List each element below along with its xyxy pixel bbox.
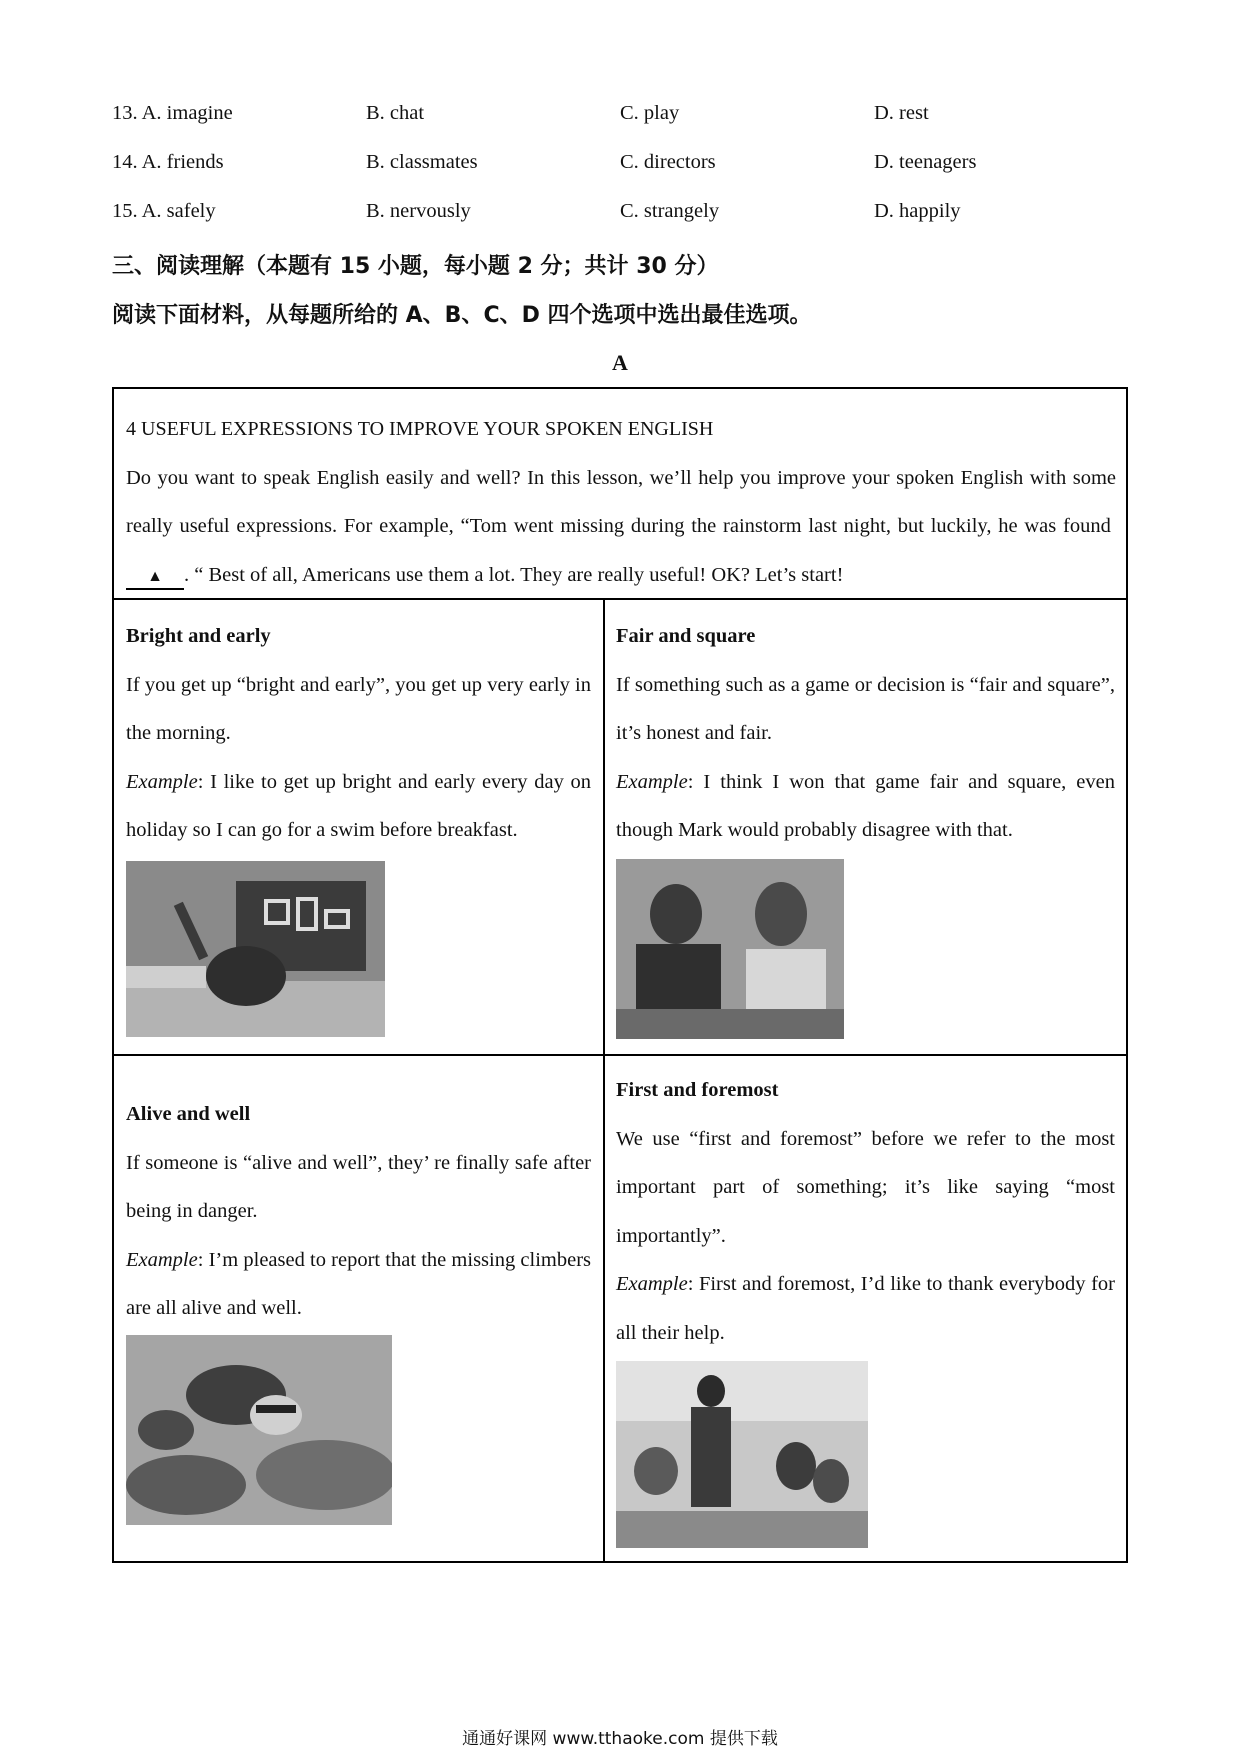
option-a: 15. A. safely — [112, 200, 216, 222]
table-divider-vertical — [603, 599, 605, 1563]
expression-title: First and foremost — [616, 1079, 779, 1101]
option-a: 14. A. friends — [112, 151, 224, 173]
page-footer: 通通好课网 www.tthaoke.com 提供下载 — [462, 1729, 778, 1749]
example-text: : First and foremost, I’d like to thank everybody for all their help. — [616, 1273, 1115, 1344]
passage-title: 4 USEFUL EXPRESSIONS TO IMPROVE YOUR SPOKEN ENGLISH — [126, 418, 714, 440]
expression-title: Bright and early — [126, 625, 271, 647]
example-text: : I like to get up bright and early every day on holiday so I can go for a swim before breakfast. — [126, 770, 591, 841]
expression-example — [126, 1236, 591, 1333]
expression-cell-first-and-foremost — [616, 1066, 1115, 1357]
expression-definition: If you get up “bright and early”, you get up very early in the morning. — [126, 673, 591, 744]
option-b: B. chat — [366, 102, 425, 124]
section-heading: 三、阅读理解（本题有 15 小题，每小题 2 分；共计 30 分） — [112, 254, 719, 279]
option-c: C. play — [620, 102, 680, 124]
option-row-14 — [112, 151, 1012, 200]
passage-intro — [126, 405, 1116, 599]
intro-text: Do you want to speak English easily and well? In this lesson, we’ll help you improve your spoken English with some really useful expressions. For example, “Tom went missing during the rainstorm last night, but luckily, he was found — [126, 466, 1116, 537]
photo-meeting — [616, 1361, 868, 1548]
option-a: 13. A. imagine — [112, 102, 233, 124]
example-label: Example — [126, 1248, 198, 1271]
option-c: C. strangely — [620, 200, 720, 222]
example-label: Example — [616, 1273, 688, 1295]
intro-text-end: . “ Best of all, Americans use them a lot. They are really useful! OK? Let’s start! — [184, 563, 844, 586]
photo-game-players — [616, 859, 844, 1039]
option-c: C. directors — [620, 151, 716, 173]
photo-waking-up — [126, 861, 385, 1037]
option-d: D. happily — [874, 200, 961, 222]
photo-climbers — [126, 1335, 392, 1525]
table-divider-middle — [112, 1054, 1128, 1056]
option-b: B. classmates — [366, 151, 478, 173]
option-d: D. teenagers — [874, 151, 977, 173]
expression-definition: If something such as a game or decision is “fair and square”, it’s honest and fair. — [616, 673, 1115, 744]
answer-options — [112, 102, 1012, 249]
example-label: Example — [126, 770, 198, 793]
triangle-icon: ▲ — [147, 567, 163, 585]
option-row-13 — [112, 102, 1012, 151]
option-b: B. nervously — [366, 200, 471, 222]
expression-cell-bright-and-early — [126, 612, 591, 855]
passage-letter: A — [612, 350, 628, 375]
example-text: : I’m pleased to report that the missing climbers are all alive and well. — [126, 1248, 591, 1319]
expression-example — [616, 758, 1115, 855]
option-d: D. rest — [874, 102, 929, 124]
expression-title: Fair and square — [616, 625, 756, 647]
expression-example — [126, 758, 591, 855]
example-text: : I think I won that game fair and square, even though Mark would probably disagree with that. — [616, 770, 1115, 841]
expression-title: Alive and well — [126, 1103, 251, 1125]
expression-definition: We use “first and foremost” before we refer to the most important part of something; it’s like saying “most importantly”. — [616, 1127, 1115, 1247]
instructions: 阅读下面材料，从每题所给的 A、B、C、D 四个选项中选出最佳选项。 — [112, 303, 812, 328]
intro-paragraph — [126, 454, 1116, 600]
expression-cell-fair-and-square — [616, 612, 1115, 855]
expression-example — [616, 1260, 1115, 1357]
expression-cell-alive-and-well — [126, 1090, 591, 1333]
example-label: Example — [616, 770, 688, 793]
answer-blank[interactable] — [126, 566, 184, 590]
option-row-15 — [112, 200, 1012, 249]
expression-definition: If someone is “alive and well”, they’ re finally safe after being in danger. — [126, 1151, 591, 1222]
